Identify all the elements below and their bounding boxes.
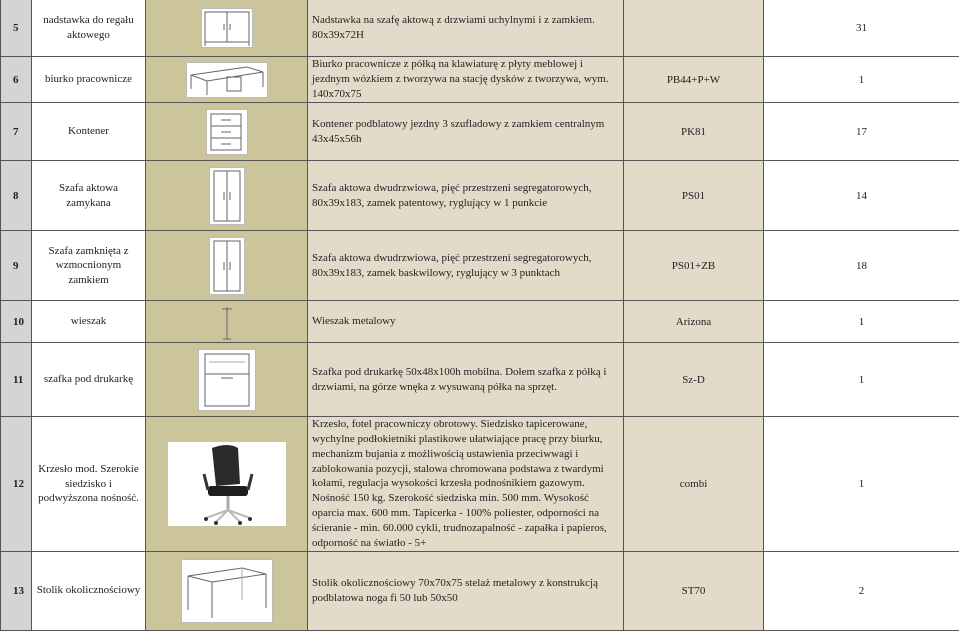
row-number: 9 bbox=[1, 231, 32, 301]
item-quantity: 17 bbox=[764, 103, 959, 161]
office-chair-photo bbox=[168, 442, 286, 526]
table-row bbox=[1, 417, 959, 552]
item-name: wieszak bbox=[32, 301, 146, 343]
item-code bbox=[624, 0, 764, 57]
row-number: 5 bbox=[1, 0, 32, 57]
row-number: 10 bbox=[1, 301, 32, 343]
item-quantity: 14 bbox=[764, 161, 959, 231]
item-quantity: 18 bbox=[764, 231, 959, 301]
printer-cabinet-drawing bbox=[198, 349, 256, 411]
item-image-cell bbox=[146, 103, 308, 161]
item-image-cell bbox=[146, 231, 308, 301]
table-row bbox=[1, 57, 959, 103]
table-row bbox=[1, 551, 959, 630]
item-image-cell bbox=[146, 161, 308, 231]
table-row bbox=[1, 301, 959, 343]
item-quantity: 2 bbox=[764, 551, 959, 630]
item-description: Krzesło, fotel pracowniczy obrotowy. Siedzisko tapicerowane, wychylne podłokietniki plastikowe ułatwiające pracę przy biurku, mechanizm bujania z możliwością ustawienia przeciwwagi i zablokowania pozycji, stalowa chromowana podstawa z twardymi kołami, regulacja wysokości krzesła podnośnikiem gazowym. Nośność 150 kg. Szerokość siedziska min. 500 mm. Wysokość oparcia max. 600 mm. Tapicerka - 100% poliester, odporności na ścieranie - min. 60.000 cykli, trudnozapalność - zapałka i papieros, odporność na światło - 5+ bbox=[308, 417, 624, 552]
item-name: Stolik okolicznościowy bbox=[32, 551, 146, 630]
item-description: Biurko pracownicze z półką na klawiaturę z płyty meblowej i jezdnym wózkiem z tworzywa na stację dysków z tworzywa, wym. 140x70x75 bbox=[308, 57, 624, 103]
item-description: Szafa aktowa dwudrzwiowa, pięć przestrzeni segregatorowych, 80x39x183, zamek patentowy, ryglujący w 1 punkcie bbox=[308, 161, 624, 231]
item-description: Stolik okolicznościowy 70x70x75 stelaż metalowy z konstrukcją podblatowa noga fi 50 lub 50x50 bbox=[308, 551, 624, 630]
item-name: biurko pracownicze bbox=[32, 57, 146, 103]
item-code: PS01 bbox=[624, 161, 764, 231]
table-row bbox=[1, 161, 959, 231]
table-row bbox=[1, 0, 959, 57]
item-quantity: 1 bbox=[764, 57, 959, 103]
item-code: PB44+P+W bbox=[624, 57, 764, 103]
table-row bbox=[1, 103, 959, 161]
row-number: 11 bbox=[1, 343, 32, 417]
wall-cabinet-drawing bbox=[201, 8, 253, 48]
row-number: 7 bbox=[1, 103, 32, 161]
item-name: Krzesło mod. Szerokie siedzisko i podwyższona nośność. bbox=[32, 417, 146, 552]
item-image-cell bbox=[146, 301, 308, 343]
item-description: Wieszak metalowy bbox=[308, 301, 624, 343]
item-name: Szafa zamknięta z wzmocnionym zamkiem bbox=[32, 231, 146, 301]
row-number: 8 bbox=[1, 161, 32, 231]
item-quantity: 1 bbox=[764, 417, 959, 552]
item-description: Nadstawka na szafę aktową z drzwiami uchylnymi i z zamkiem. 80x39x72H bbox=[308, 0, 624, 57]
item-code: combi bbox=[624, 417, 764, 552]
item-description: Szafka pod drukarkę 50x48x100h mobilna. Dołem szafka z półką i drzwiami, na górze wnęka z wysuwaną półka na sprzęt. bbox=[308, 343, 624, 417]
item-description: Kontener podblatowy jezdny 3 szufladowy z zamkiem centralnym 43x45x56h bbox=[308, 103, 624, 161]
side-table-drawing bbox=[181, 559, 273, 623]
item-code: Sz-D bbox=[624, 343, 764, 417]
item-name: szafka pod drukarkę bbox=[32, 343, 146, 417]
item-image-cell bbox=[146, 551, 308, 630]
row-number: 13 bbox=[1, 551, 32, 630]
item-image-cell bbox=[146, 0, 308, 57]
item-name: nadstawka do regału aktowego bbox=[32, 0, 146, 57]
item-code: ST70 bbox=[624, 551, 764, 630]
desk-drawing bbox=[186, 62, 268, 98]
table-row bbox=[1, 231, 959, 301]
tall-cabinet-drawing bbox=[209, 167, 245, 225]
item-code: PS01+ZB bbox=[624, 231, 764, 301]
table-row bbox=[1, 343, 959, 417]
item-image-cell bbox=[146, 417, 308, 552]
drawer-container-drawing bbox=[206, 109, 248, 155]
item-image-cell bbox=[146, 57, 308, 103]
item-name: Kontener bbox=[32, 103, 146, 161]
item-image-cell bbox=[146, 343, 308, 417]
coat-stand-drawing bbox=[219, 303, 235, 341]
item-quantity: 31 bbox=[764, 0, 959, 57]
item-name: Szafa aktowa zamykana bbox=[32, 161, 146, 231]
row-number: 12 bbox=[1, 417, 32, 552]
item-quantity: 1 bbox=[764, 343, 959, 417]
item-quantity: 1 bbox=[764, 301, 959, 343]
tall-cabinet-drawing bbox=[209, 237, 245, 295]
item-description: Szafa aktowa dwudrzwiowa, pięć przestrzeni segregatorowych, 80x39x183, zamek baskwilowy, ryglujący w 3 punktach bbox=[308, 231, 624, 301]
item-code: Arizona bbox=[624, 301, 764, 343]
item-code: PK81 bbox=[624, 103, 764, 161]
row-number: 6 bbox=[1, 57, 32, 103]
